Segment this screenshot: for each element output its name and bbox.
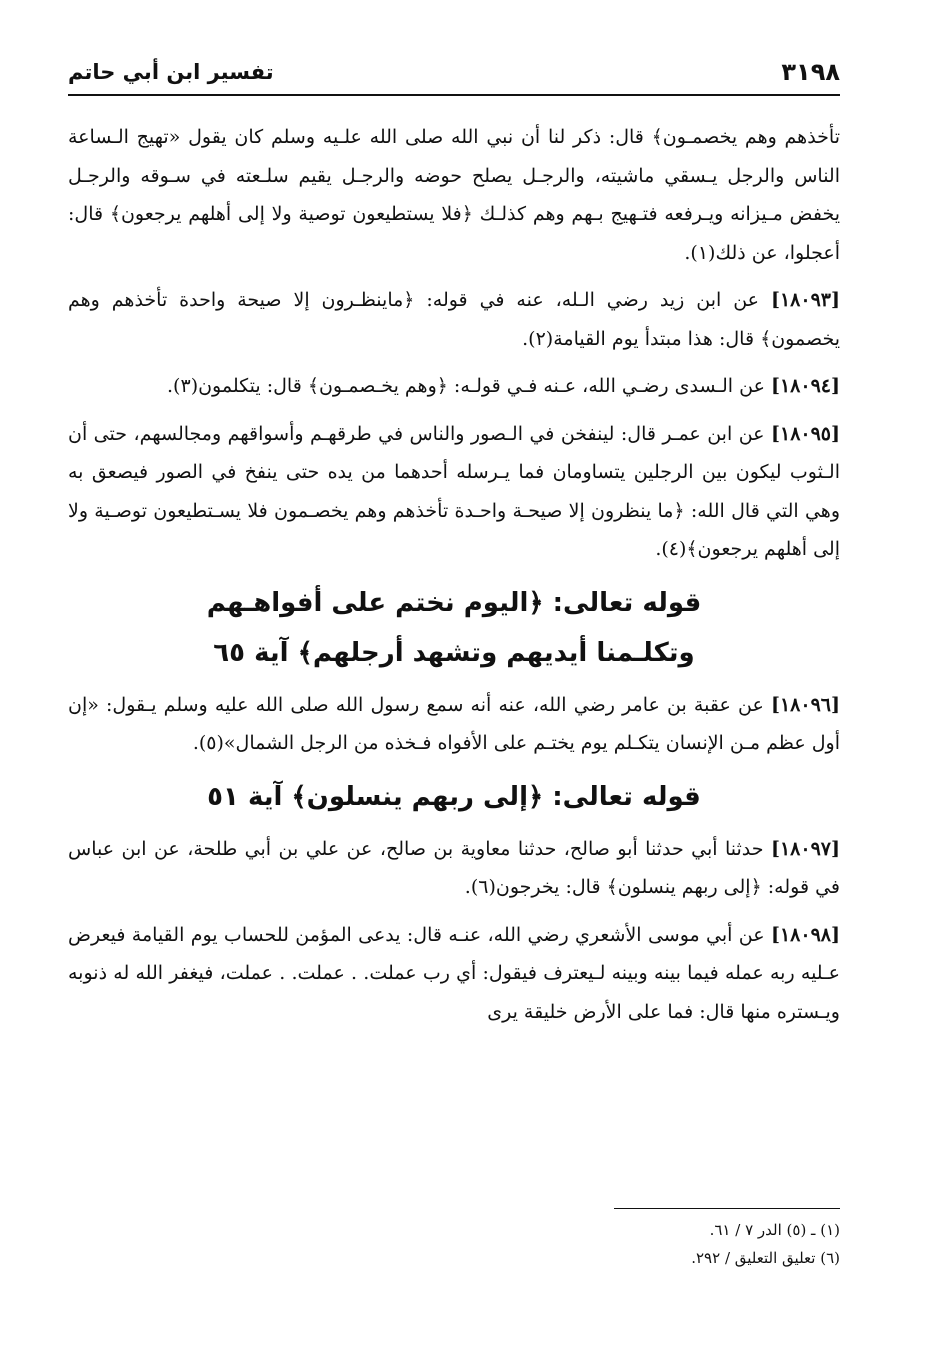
paragraph-text: عن عقبة بن عامر رضي الله، عنه أنه سمع رسول الله صلى الله عليه وسلم يـقول: «إن أول عظم مـن الإنسان يتكـلم يوم يختـم على الأفواه فـخذه من الرجل الشمال»(٥). xyxy=(68,693,840,754)
narration-number: [١٨٠٩٦] xyxy=(770,693,840,716)
footnotes xyxy=(68,1216,840,1272)
narration-18097 xyxy=(68,830,840,907)
book-title: تفسير ابن أبي حاتم xyxy=(68,60,274,84)
page-body xyxy=(68,118,840,1040)
narration-number: [١٨٠٩٧] xyxy=(770,837,840,860)
paragraph-text: عن الـسدى رضـي الله، عـنه فـي قولـه: ﴿وهم يخـصمـون﴾ قال: يتكلمون(٣). xyxy=(167,375,765,397)
footnote-divider xyxy=(614,1208,840,1209)
paragraph-text: حدثنا أبي حدثنا أبو صالح، حدثنا معاوية بن صالح، عن علي بن أبي طلحة، عن ابن عباس في قوله: ﴿إلى ربهم ينسلون﴾ قال: يخرجون(٦). xyxy=(68,837,840,898)
narration-number: [١٨٠٩٤] xyxy=(770,375,840,397)
running-header xyxy=(68,58,840,96)
verse-heading-line-1: قوله تعالى: ﴿إلى ربهم ينسلون﴾ آية ٥١ xyxy=(207,781,701,812)
book-page xyxy=(68,0,840,1363)
footnote-2: (٦) تعليق التعليق / ٢٩٢. xyxy=(691,1249,840,1267)
footnote-1: (١) ـ (٥) الدر ٧ / ٦١. xyxy=(709,1221,840,1239)
paragraph-text: عن ابن عمـر قال: لينفخن في الـصور والناس في طرقهـم وأسواقهم ومجالسهم، حتى أن الـثوب ليكون بين الرجلين يتساومان فما يـرسله أحدهما من يده حتى ينفخ في الصور فيصعق به وهي التي قال الله: ﴿ما ينظرون إلا صيحـة واحـدة تأخذهم وهم يخصـمون فلا يسـتطيعون توصـية ولا إلى أهلهم يرجعون﴾(٤). xyxy=(68,422,840,560)
narration-number: [١٨٠٩٥] xyxy=(770,422,841,445)
verse-heading-65 xyxy=(68,578,840,678)
paragraph-continuation xyxy=(68,118,840,272)
verse-heading-line-2: وتكلـمنا أيديهم وتشهد أرجلهم﴾ آية ٦٥ xyxy=(213,637,695,668)
verse-heading-line-1: قوله تعالى: ﴿اليوم نختم على أفواهـهم xyxy=(206,587,702,618)
narration-18095 xyxy=(68,415,840,569)
narration-number: [١٨٠٩٣] xyxy=(770,289,840,311)
narration-18093 xyxy=(68,281,840,358)
narration-18094 xyxy=(68,367,840,406)
narration-number: [١٨٠٩٨] xyxy=(770,923,840,946)
paragraph-text: عن أبي موسى الأشعري رضي الله، عنـه قال: يدعى المؤمن للحساب يوم القيامة فيعرض عـليه ربه عمله فيما بينه وبينه لـيعترف فيقول: أي رب عملت. . عملت. . عملت، فيغفر الله له ذنوبه ويـستره منها قال: فما على الأرض خليقة يرى xyxy=(68,923,840,1023)
verse-heading-51 xyxy=(68,772,840,822)
narration-18098 xyxy=(68,916,840,1032)
page-number: ٣١٩٨ xyxy=(781,58,840,86)
paragraph-text: تأخذهم وهم يخصمـون﴾ قال: ذكر لنا أن نبي الله صلى الله علـيه وسلم كان يقول «تهيج الـساعة الناس والرجل يـسقي ماشيته، والرجـل يصلح حوضه والرجـل يقيم سلـعته في سـوقه والرجـل يخفض مـيزانه ويـرفعه فتـهيج بـهم وهم كذلـك ﴿فلا يستطيعون توصية ولا إلى أهلهم يرجعون﴾ قال: أعجلوا، عن ذلك(١). xyxy=(68,126,841,264)
paragraph-text: عن ابن زيد رضي الـله، عنه في قوله: ﴿ماينظـرون إلا صيحة واحدة تأخذهم وهم يخصمون﴾ قال: هذا مبتدأ يوم القيامة(٢). xyxy=(68,289,840,350)
narration-18096 xyxy=(68,686,840,763)
